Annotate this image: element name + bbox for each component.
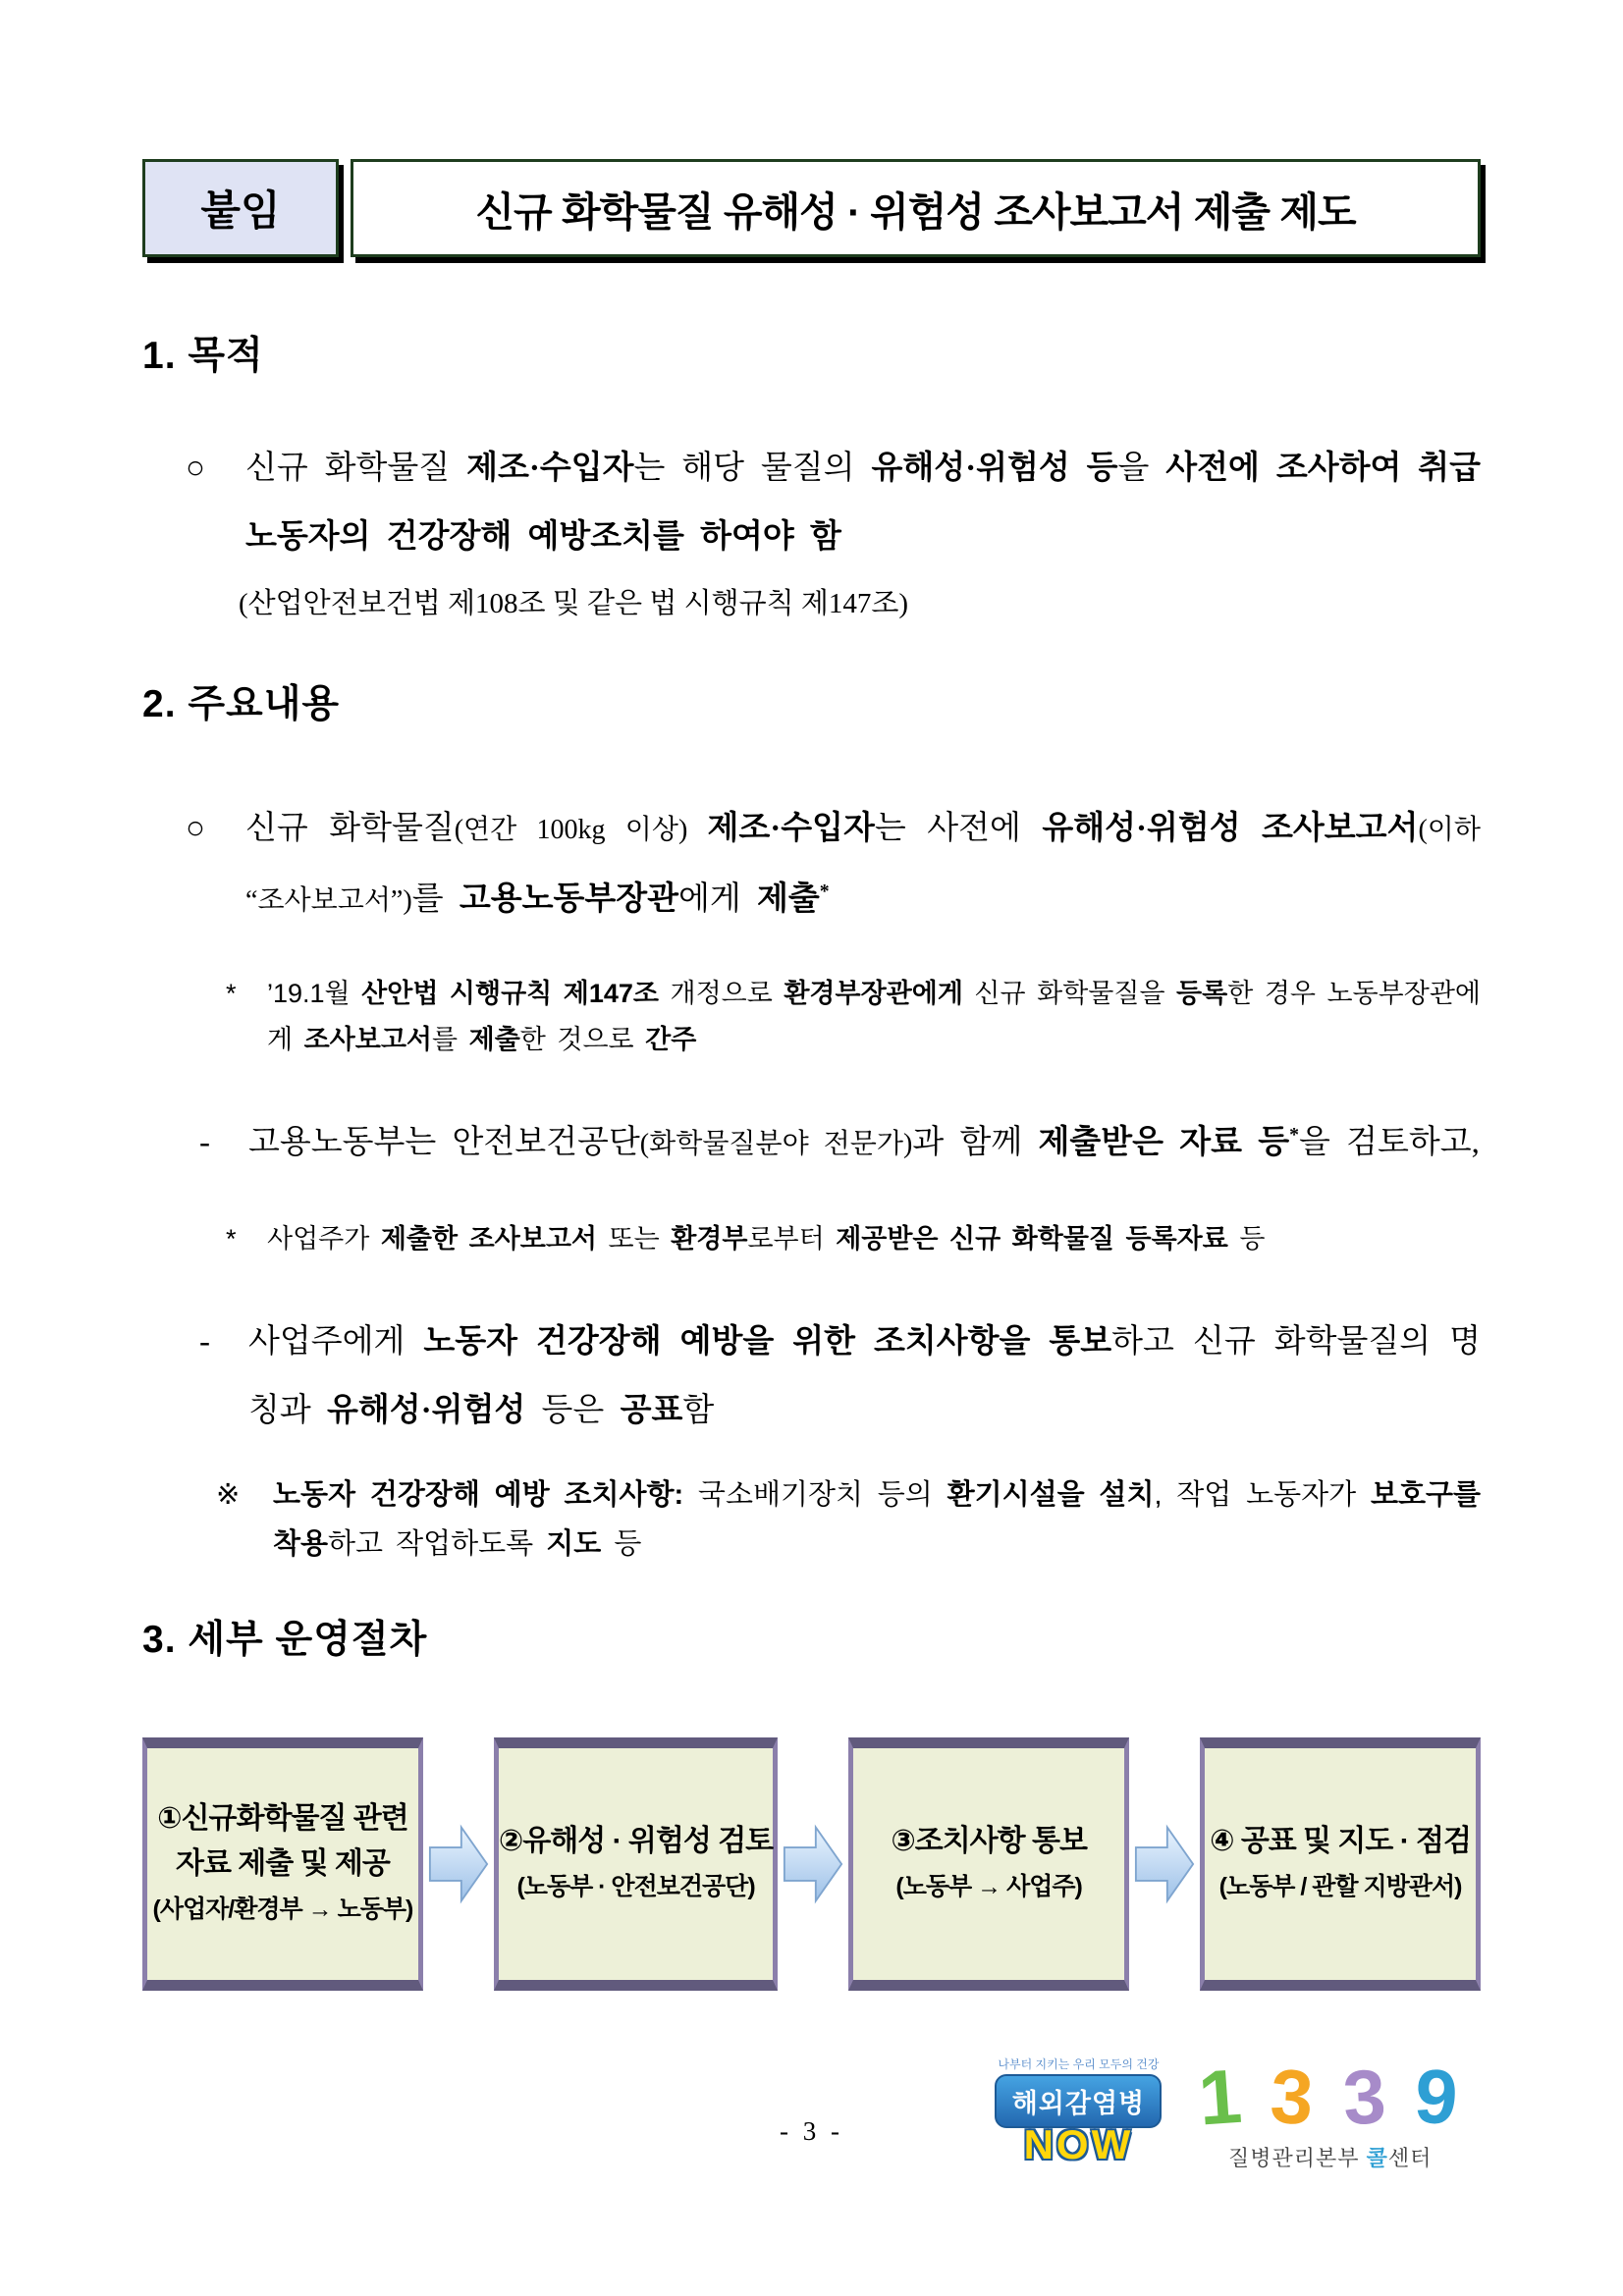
text-run: 지도 [546,1528,602,1560]
text-run: 제조·수입자 [707,811,875,846]
asterisk-marker: * [226,979,237,1008]
text-run: 등 [601,1528,642,1560]
text-run: 과 함께 [912,1125,1039,1160]
text-run: 는 해당 물질의 [633,451,872,486]
document-title: 신규 화학물질 유해성 · 위험성 조사보고서 제출 제도 [475,188,1356,235]
flow-step-4 [1200,1737,1481,1991]
text-run: 환경부장관에게 [784,979,963,1008]
logo-now-text: NOW [1023,2121,1134,2167]
text-run: ’19.1월 [267,979,362,1008]
text-run: 하고 신규 화학물질의 명칭과 [248,1324,1481,1428]
flow-step-4-line: (노동부 / 관할 지방관서) [1218,1873,1462,1900]
text-run: 사업주가 [267,1224,381,1254]
text-run: 또는 [597,1224,672,1254]
flow-arrow-icon [1134,1813,1195,1915]
notification-paragraph [142,1308,1481,1445]
text-run: 로부터 [747,1224,837,1254]
flow-step-4-line: ④ 공표 및 지도 · 점검 [1210,1825,1472,1857]
text-run: 유해성·위험성 [327,1393,526,1428]
page-footer [142,2052,1481,2296]
page-number: - 3 - [780,2116,843,2146]
reference-marker: ※ [216,1479,241,1511]
text-run: 을 검토하고, [1299,1125,1480,1160]
main-content-paragraph [142,794,1481,935]
text-run: (화학물질분야 전문가) [639,1129,913,1159]
text-run: 는 사전에 [874,811,1043,846]
purpose-legal-note-text: (산업안전보건법 제108조 및 같은 법 시행규칙 제147조) [239,588,909,619]
attachment-header [142,159,1481,257]
flow-arrow-icon [428,1813,489,1915]
text-run: 간주 [645,1025,697,1054]
kcdc-1339-callcenter-logo [1196,2052,1465,2172]
text-run: (이하 “조사보고서”) [245,815,1481,916]
section-3-heading: 3. 세부 운영절차 [142,1619,428,1661]
text-run: 개정으로 [658,979,784,1008]
flow-step-1-line: (사업자/환경부 → 노동부) [152,1896,413,1923]
dash-bullet: - [199,1125,210,1160]
flow-step-1-line: ①신규화학물질 관련 [157,1802,408,1835]
procedure-flow-diagram [142,1737,1481,1991]
text-run: 콜 [1366,2145,1388,2170]
reference-note-text [273,1470,1481,1569]
overseas-infectious-disease-now-logo [995,2056,1162,2167]
logo-1339-caption [1199,2142,1461,2172]
logo-tagline: 나부터 지키는 우리 모두의 건강 [998,2057,1160,2071]
text-run: 를 [411,881,460,917]
text-run: 유해성·위험성 조사보고서 [1042,811,1419,846]
text-run: 을 [1117,451,1166,486]
text-run: 보호구를 착용 [273,1479,1481,1560]
dash-bullet: - [199,1324,210,1360]
flow-step-3-line: ③조치사항 통보 [891,1825,1087,1857]
text-run: 등록 [1176,979,1228,1008]
footnote-1 [142,971,1481,1063]
flow-step-1 [142,1737,423,1991]
footnote-2 [142,1216,1481,1262]
text-run: 환기시설을 설치 [947,1479,1155,1511]
text-run: 고용노동부는 안전보건공단 [248,1125,640,1160]
text-run: 한 것으로 [519,1025,646,1054]
text-run: 함 [682,1393,715,1428]
review-text [248,1108,1481,1179]
document-title-box [351,159,1481,257]
section-2-heading: 2. 주요내용 [142,683,341,725]
text-run: 신규 화학물질 [245,811,455,846]
text-run: 노동자 건강장해 예방을 위한 조치사항을 통보 [423,1324,1112,1360]
text-run: * [1289,1124,1300,1146]
text-run: 를 [432,1025,469,1054]
text-run: 국소배기장치 등의 [683,1479,947,1511]
purpose-paragraph [142,434,1481,571]
asterisk-marker: * [226,1224,237,1254]
attachment-tag-box [142,159,339,257]
logo-badge-text: 해외감염병 [995,2074,1162,2128]
text-run: 한 경우 노동부장관에게 [267,979,1481,1054]
footnote-1-text [267,971,1481,1063]
text-run: * [819,881,830,902]
circle-bullet: ○ [186,451,205,486]
main-content-text [245,794,1481,935]
flow-step-1-line: 자료 제출 및 제공 [176,1847,390,1880]
text-run: 제출 [757,881,820,917]
logo-digit: 3 [1340,2052,1392,2142]
reference-note [142,1470,1481,1569]
text-run: 에게 [678,881,758,917]
circle-bullet: ○ [186,811,205,846]
flow-step-2 [494,1737,778,1991]
footer-logos [995,2052,1465,2172]
text-run: 등 [1227,1224,1266,1254]
section-1-heading: 1. 목적 [142,335,264,377]
text-run: 사업주에게 [248,1324,424,1360]
logo-digit: 9 [1411,2052,1465,2142]
logo-1339-digits [1196,2052,1465,2142]
text-run: , 작업 노동자가 [1154,1479,1371,1511]
flow-step-3 [848,1737,1129,1991]
text-run: 신규 화학물질을 [962,979,1177,1008]
text-run: 제공받은 신규 화학물질 등록자료 [836,1224,1228,1254]
text-run: 공표 [620,1393,683,1428]
footnote-2-text [267,1216,1481,1262]
text-run: 등은 [525,1393,621,1428]
text-run: 센터 [1387,2145,1433,2170]
text-run: 제출한 조사보고서 [380,1224,598,1254]
text-run: 조사보고서 [303,1025,433,1054]
flow-step-2-line: ②유해성 · 위험성 검토 [498,1825,774,1857]
text-run: 제출받은 자료 등 [1038,1125,1290,1160]
text-run: 사전에 조사하여 취급 노동자의 건강장해 예방조치를 하여야 함 [245,451,1481,555]
text-run: 신규 화학물질 [245,451,467,486]
text-run: 제출 [468,1025,520,1054]
text-run: 하고 작업하도록 [328,1528,547,1560]
text-run: 질병관리본부 [1228,2145,1367,2170]
flow-arrow-icon [783,1813,843,1915]
purpose-legal-note [142,579,1481,628]
logo-digit: 1 [1196,2052,1249,2142]
notification-text [248,1308,1481,1445]
text-run: 고용노동부장관 [459,881,679,917]
text-run: 유해성·위험성 등 [871,451,1118,486]
purpose-text [245,434,1481,571]
text-run: 노동자 건강장해 예방 조치사항: [273,1479,684,1511]
text-run: 제조·수입자 [466,451,634,486]
attachment-tag-label: 붙임 [200,187,281,234]
logo-digit: 3 [1269,2052,1321,2142]
text-run: 산안법 시행규칙 제147조 [361,979,659,1008]
text-run: (연간 100kg 이상) [454,815,708,845]
flow-step-2-line: (노동부 · 안전보건공단) [516,1873,755,1900]
review-paragraph [142,1108,1481,1179]
flow-step-3-line: (노동부 → 사업주) [895,1873,1082,1900]
text-run: 환경부 [671,1224,748,1254]
